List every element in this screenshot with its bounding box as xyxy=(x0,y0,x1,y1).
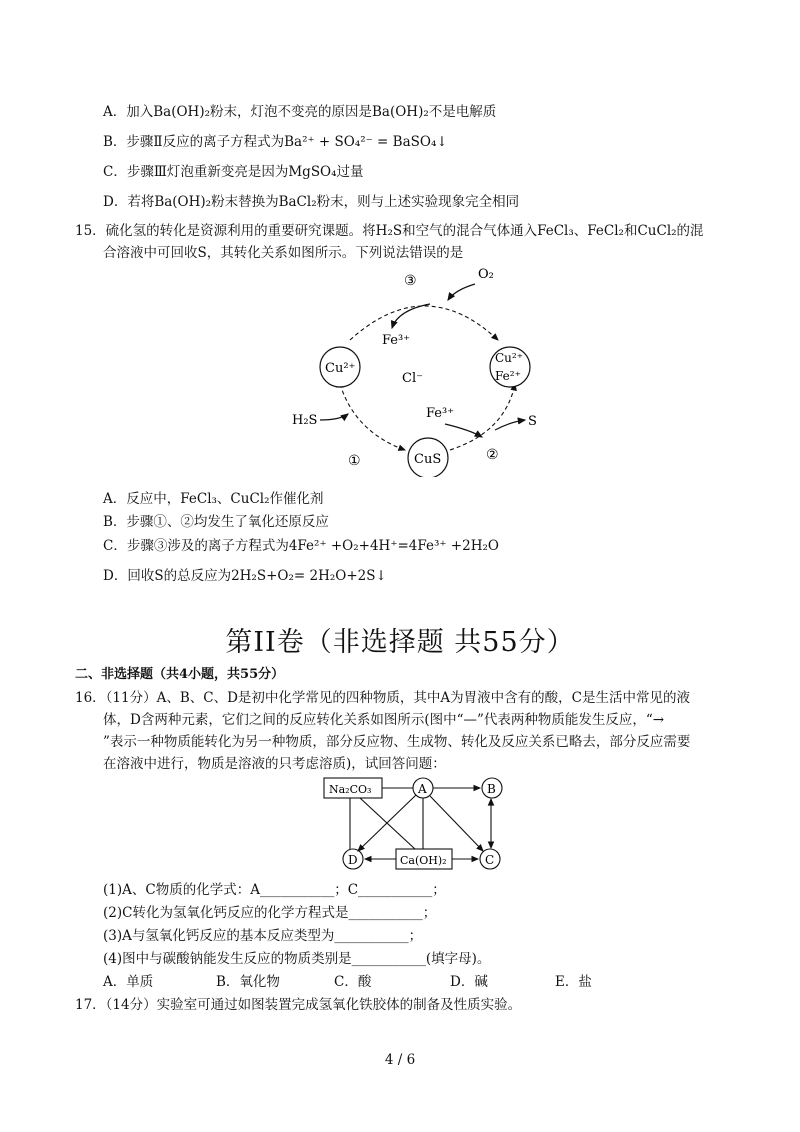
q16-sub4: (4)图中与碳酸钠能发生反应的物质类别是___________(填字母)。 xyxy=(103,951,491,967)
q16-b-label: B xyxy=(487,782,496,796)
q15-option-c: C．步骤③涉及的离子方程式为4Fe²⁺ +O₂+4H⁺=4Fe³⁺ +2H₂O xyxy=(103,538,499,554)
q14-option-b: B．步骤Ⅱ反应的离子方程式为Ba²⁺ + SO₄²⁻ = BaSO₄↓ xyxy=(103,134,448,150)
q15-dashed-arc-left xyxy=(340,384,405,450)
q16-sub1: (1)A、C物质的化学式：A___________；C___________； xyxy=(103,882,446,898)
q15-s-label: S xyxy=(528,414,537,429)
q16-line1: 16．（11分）A、B、C、D是初中化学常见的四种物质，其中A为胃液中含有的酸，C是生活中常见的液 xyxy=(75,690,691,706)
q16-choice-e: E．盐 xyxy=(555,974,592,990)
q15-cu2-left-label: Cu²⁺ xyxy=(325,361,356,376)
q15-cl-label: Cl⁻ xyxy=(402,371,423,386)
q15-dashed-arc-right xyxy=(450,384,515,450)
q15-cycle-diagram xyxy=(270,262,560,477)
q15-s-arrow xyxy=(495,420,525,430)
q15-stem-line2: 合溶液中可回收S，其转化关系如图所示。下列说法错误的是 xyxy=(103,245,464,261)
q16-choice-a: A．单质 xyxy=(103,974,154,990)
q16-d-label: D xyxy=(348,853,358,867)
q16-sub2: (2)C转化为氢氧化钙反应的化学方程式是___________； xyxy=(103,905,437,921)
q16-choice-c: C．酸 xyxy=(334,974,372,990)
q15-step3-label: ③ xyxy=(404,273,417,289)
q15-o2-arrow xyxy=(448,284,475,300)
q15-cu2-right-label: Cu²⁺ xyxy=(495,351,524,365)
q15-stem-line1: 15．硫化氢的转化是资源利用的重要研究课题。将H₂S和空气的混合气体通入FeCl₃、FeCl₂和CuCl₂的混 xyxy=(75,223,704,239)
q16-choice-b: B．氧化物 xyxy=(216,974,280,990)
q15-step1-label: ① xyxy=(348,453,361,469)
q15-h2s-label: H₂S xyxy=(292,413,318,428)
q15-fe3-bottom-arrow xyxy=(445,424,482,437)
q14-option-d: D．若将Ba(OH)₂粉末替换为BaCl₂粉末，则与上述实验现象完全相同 xyxy=(103,194,520,210)
q16-sub3: (3)A与氢氧化钙反应的基本反应类型为___________； xyxy=(103,928,423,944)
q15-option-a: A．反应中，FeCl₃、CuCl₂作催化剂 xyxy=(103,491,324,507)
q15-fe3-bottom-label: Fe³⁺ xyxy=(426,406,455,421)
q16-line3: ”表示一种物质能转化为另一种物质，部分反应物、生成物、转化及反应关系已略去，部分反应需要 xyxy=(103,734,691,750)
q16-line4: 在溶液中进行，物质是溶液的只考虑溶质)，试回答问题： xyxy=(103,756,446,772)
q15-option-b: B．步骤①、②均发生了氧化还原反应 xyxy=(103,514,329,530)
q16-na2co3-label: Na₂CO₃ xyxy=(329,783,372,796)
q15-option-d: D．回收S的总反应为2H₂S+O₂= 2H₂O+2S↓ xyxy=(103,568,387,584)
q15-fe3-top-label: Fe³⁺ xyxy=(382,333,411,348)
q15-h2s-arrow xyxy=(320,414,348,420)
q15-fe2-right-label: Fe²⁺ xyxy=(495,369,521,383)
q16-a-label: A xyxy=(418,782,427,796)
q14-option-c: C．步骤Ⅲ灯泡重新变亮是因为MgSO₄过量 xyxy=(103,164,364,180)
q14-option-a: A．加入Ba(OH)₂粉末，灯泡不变亮的原因是Ba(OH)₂不是电解质 xyxy=(103,104,497,120)
q16-c-label: C xyxy=(485,853,495,867)
q16-caoh2-label: Ca(OH)₂ xyxy=(400,854,447,867)
q15-o2-label: O₂ xyxy=(478,267,494,282)
q16-line2: 体，D含两种元素，它们之间的反应转化关系如图所示(图中“—”代表两种物质能发生反应，“→ xyxy=(103,712,665,728)
q15-step2-label: ② xyxy=(486,447,499,463)
section-title: 第II卷（非选择题 共55分） xyxy=(225,627,575,658)
page-number: 4 / 6 xyxy=(384,1052,416,1068)
q15-dashed-arc-top xyxy=(350,306,498,340)
section-heading: 二、非选择题（共4小题，共55分） xyxy=(75,667,285,682)
q15-cus-label: CuS xyxy=(414,452,442,467)
q16-choice-d: D．碱 xyxy=(450,974,488,990)
q17-line: 17．（14分）实验室可通过如图装置完成氢氧化铁胶体的制备及性质实验。 xyxy=(75,997,522,1013)
q16-relation-diagram xyxy=(320,775,510,875)
